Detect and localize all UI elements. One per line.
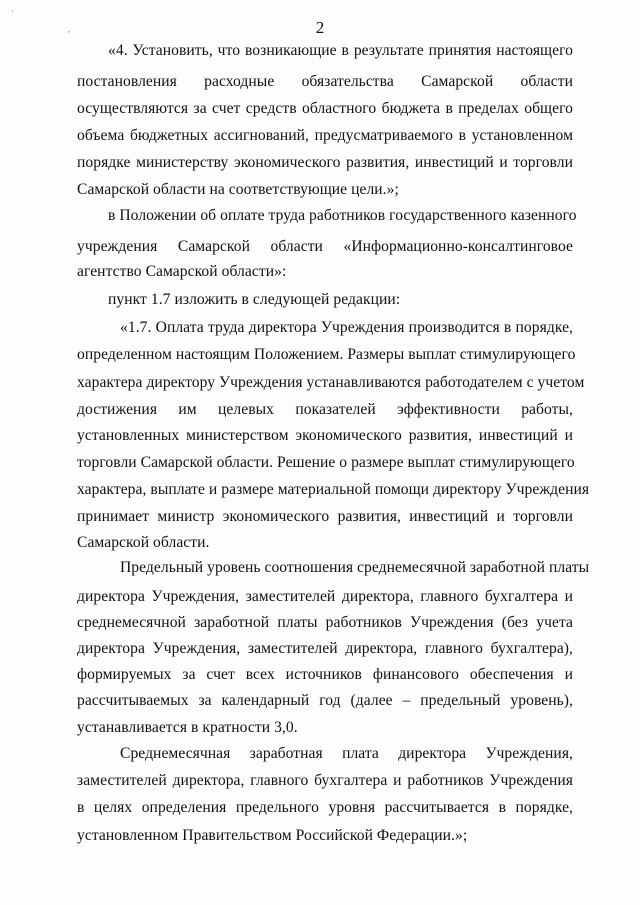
text-line: пункт 1.7 изложить в следующей редакции: [108,291,401,308]
text-line: среднемесячной заработной платы работников Учреждения (без учета [77,614,573,631]
text-line: характера директору Учреждения устанавливаются работодателем с учетом [77,374,585,391]
text-line: принимает министр экономического развития, инвестиций и торговли [77,508,573,525]
text-line: в Положении об оплате труда работников государственного казенного [108,207,577,224]
text-line: определенном настоящим Положением. Размеры выплат стимулирующего [77,346,576,363]
text-line: торговли Самарской области. Решение о размере выплат стимулирующего [77,454,575,471]
text-line: формируемых за счет всех источников финансового обеспечения и [77,666,573,683]
scan-mark: ' [12,9,14,18]
text-line: Среднемесячная заработная плата директора Учреждения, [120,745,573,762]
text-line: учреждения Самарской области «Информационно-консалтинговое [77,238,573,255]
text-line: «1.7. Оплата труда директора Учреждения производится в порядке, [120,319,573,336]
text-line: директора Учреждения, заместителей директора, главного бухгалтера и [77,588,573,605]
text-line: порядке министерству экономического развития, инвестиций и торговли [77,154,573,171]
text-line: постановления расходные обязательства Самарской области [77,73,573,90]
text-line: установленном Правительством Российской Федерации.»; [77,827,468,844]
text-line: Самарской области на соответствующие цели.»; [77,181,399,198]
text-line: в целях определения предельного уровня рассчитывается в порядке, [77,799,573,816]
text-line: директора Учреждения, заместителей директора, главного бухгалтера), [77,640,573,657]
text-line: агентство Самарской области»: [77,263,287,280]
text-line: объема бюджетных ассигнований, предусматриваемого в установленном [77,127,573,144]
text-line: осуществляются за счет средств областного бюджета в пределах общего [77,100,573,117]
scan-mark: , [68,25,70,34]
text-line: Предельный уровень соотношения среднемесячной заработной платы [120,559,590,576]
text-line: заместителей директора, главного бухгалтера и работников Учреждения [77,772,573,789]
text-line: достижения им целевых показателей эффективности работы, [77,401,573,418]
text-line: характера, выплате и размере материальной помощи директору Учреждения [77,481,590,498]
text-line: Самарской области. [77,534,210,551]
text-line: устанавливается в кратности 3,0. [77,719,298,736]
text-line: «4. Установить, что возникающие в результате принятия настоящего [108,42,573,59]
text-line: установленных министерством экономического развития, инвестиций и [77,427,573,444]
text-line: рассчитываемых за календарный год (далее – предельный уровень), [77,692,573,709]
page-number: 2 [315,18,325,37]
